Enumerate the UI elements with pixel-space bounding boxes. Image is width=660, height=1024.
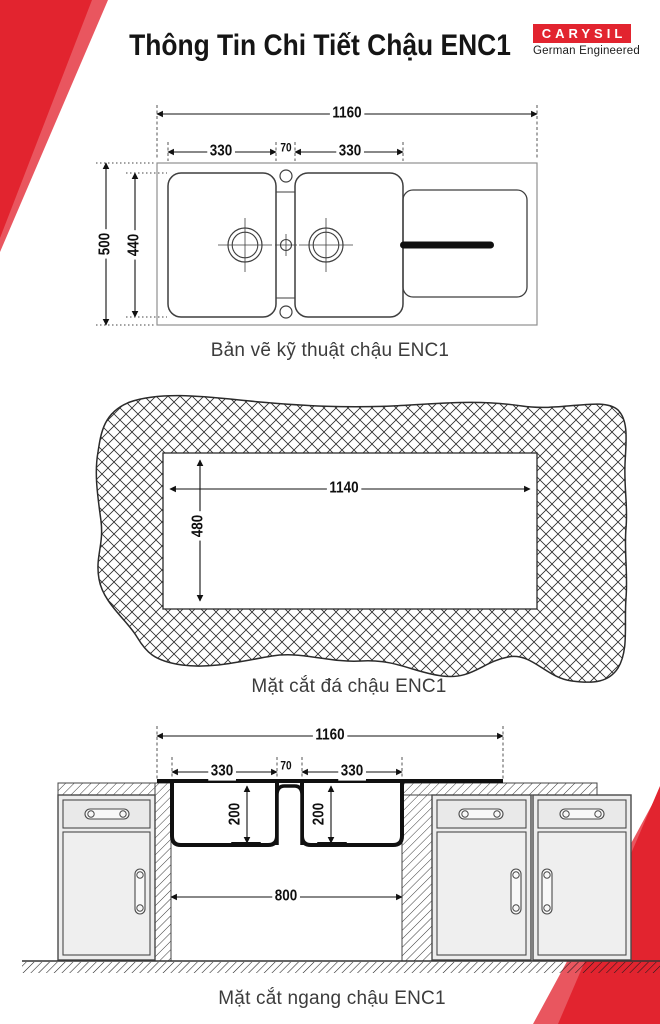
right-cabinet-2 (533, 795, 631, 960)
right-side-panel (402, 795, 432, 961)
brand-tagline: German Engineered (533, 45, 640, 57)
brand-logo-box: CARYSIL (533, 24, 631, 43)
red-corner-top-left (0, 0, 108, 252)
left-cabinet (58, 795, 155, 960)
caption-top-view: Bản vẽ kỹ thuật chậu ENC1 (210, 340, 450, 361)
left-counter-hatch (58, 783, 155, 795)
right-drain-mark (317, 842, 347, 847)
dim-cutout-height: 480 (191, 511, 208, 540)
dim-section-left-bowl: 330 (208, 764, 235, 781)
brand-logo (533, 24, 640, 57)
red-triangle-dark (0, 0, 92, 238)
caption-stone-cutout: Mặt cắt đá chậu ENC1 (251, 676, 447, 697)
ground-hatch (22, 962, 660, 973)
left-side-panel (155, 783, 171, 961)
dim-section-right-bowl: 330 (338, 764, 365, 781)
left-drain-mark (231, 842, 261, 847)
sink-top-view-drawing (96, 105, 537, 325)
left-bowl-section (172, 783, 277, 845)
right-counter-hatch (402, 783, 597, 795)
drainboard-groove (400, 242, 494, 249)
dim-top-right-bowl: 330 (336, 144, 363, 161)
dim-top-gap: 70 (280, 140, 292, 155)
dim-section-gap: 70 (280, 758, 292, 773)
dim-cutout-width: 1140 (327, 481, 361, 498)
dim-section-base-opening: 800 (272, 889, 299, 906)
dim-section-right-depth: 200 (312, 799, 329, 828)
dim-top-overall-width: 1160 (330, 106, 364, 123)
dim-section-overall-width: 1160 (313, 728, 347, 745)
dim-top-left-bowl: 330 (207, 144, 234, 161)
stone-cutout-drawing (96, 396, 626, 683)
caption-cross-section: Mặt cắt ngang chậu ENC1 (218, 988, 446, 1009)
cutout-hole (163, 453, 537, 609)
bowl-divider (277, 786, 302, 845)
dim-top-bowl-depth: 440 (127, 230, 144, 259)
dim-section-left-depth: 200 (228, 799, 245, 828)
right-cabinet-1 (432, 795, 531, 960)
dim-top-overall-depth: 500 (98, 229, 115, 258)
page-title: Thông Tin Chi Tiết Chậu ENC1 (129, 29, 511, 62)
